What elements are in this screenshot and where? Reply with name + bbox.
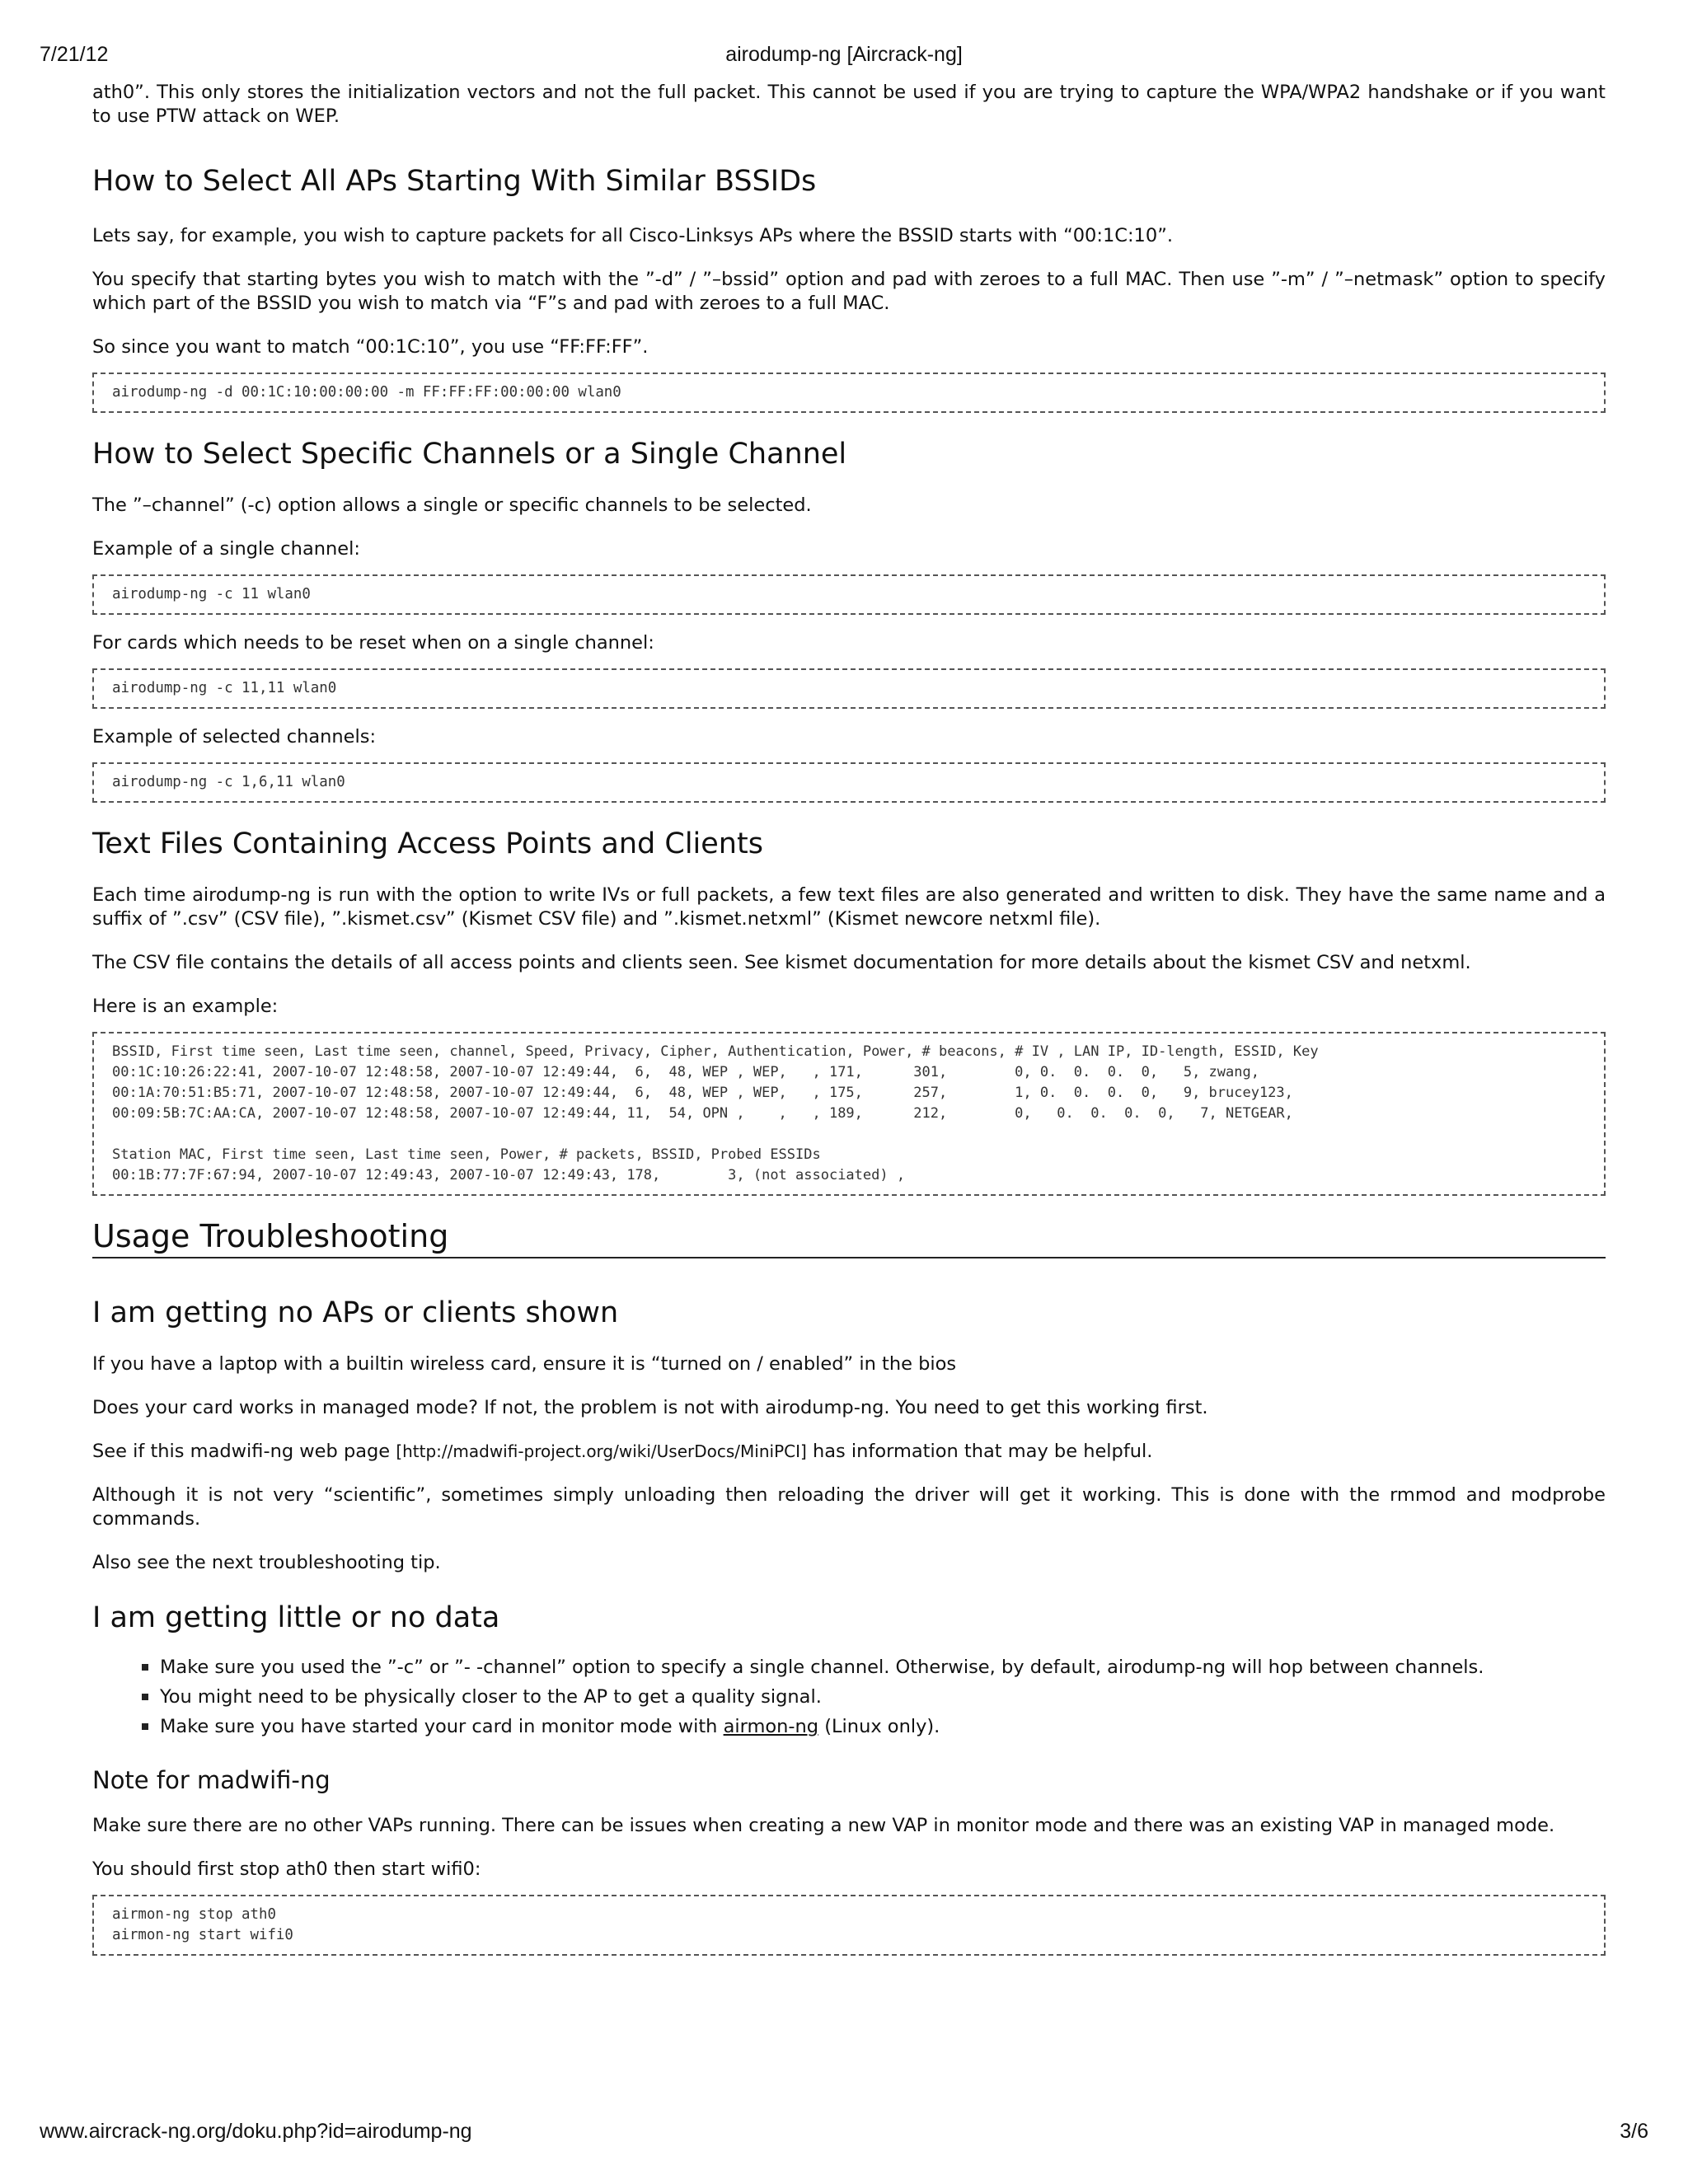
list-item: Make sure you used the ”-c” or ”- -channel” option to specify a single channel. Otherwise, by default, airodump-ng will hop between channels. (160, 1652, 1606, 1682)
intro-paragraph: ath0”. This only stores the initialization vectors and not the full packet. This cannot be used if you are trying to capture the WPA/WPA2 handshake or if you want to use PTW attack on WEP. (92, 82, 1606, 127)
heading-no-aps: I am getting no APs or clients shown (92, 1296, 619, 1329)
code-block-single-channel: airodump-ng -c 11 wlan0 (92, 574, 1606, 615)
list-item (160, 1712, 1606, 1741)
textfiles-paragraph-2: The CSV file contains the details of all access points and clients seen. See kismet documentation for more details about the kismet CSV and netxml. (92, 952, 1471, 973)
heading-text-files: Text Files Containing Access Points and Clients (92, 827, 763, 860)
heading-select-channels: How to Select Specific Channels or a Single Channel (92, 438, 847, 471)
code-block-bssid: airodump-ng -d 00:1C:10:00:00:00 -m FF:FF:FF:00:00:00 wlan0 (92, 373, 1606, 413)
channel-paragraph-3: For cards which needs to be reset when on a single channel: (92, 632, 654, 654)
no-aps-paragraph-1: If you have a laptop with a builtin wireless card, ensure it is “turned on / enabled” in the bios (92, 1353, 957, 1375)
print-header (40, 43, 1648, 69)
print-title: airodump-ng [Aircrack-ng] (725, 43, 963, 66)
print-date: 7/21/12 (40, 43, 109, 66)
textfiles-paragraph-3: Here is an example: (92, 996, 279, 1017)
heading-select-bssids: How to Select All APs Starting With Similar BSSIDs (92, 165, 817, 198)
list-item: You might need to be physically closer to the AP to get a quality signal. (160, 1682, 1606, 1712)
channel-paragraph-2: Example of a single channel: (92, 538, 360, 560)
heading-madwifi-note: Note for madwifi-ng (92, 1766, 331, 1794)
code-block-selected-channels: airodump-ng -c 1,6,11 wlan0 (92, 762, 1606, 803)
code-block-airmon: airmon-ng stop ath0 airmon-ng start wifi0 (92, 1895, 1606, 1956)
channel-paragraph-4: Example of selected channels: (92, 726, 377, 748)
bssid-paragraph-3: So since you want to match “00:1C:10”, you use “FF:FF:FF”. (92, 336, 649, 358)
no-aps-paragraph-2: Does your card works in managed mode? If not, the problem is not with airodump-ng. You need to get this working first. (92, 1397, 1208, 1418)
textfiles-paragraph-1: Each time airodump-ng is run with the option to write IVs or full packets, a few text files are also generated and written to disk. They have the same name and a suffix of ”.csv” (CSV file), ”.kismet.csv” (Kismet CSV file) and ”.kismet.netxml” (Kismet newcore netxml file). (92, 884, 1606, 930)
airmon-ng-link[interactable]: airmon-ng (723, 1716, 819, 1737)
page-number: 3/6 (1620, 2120, 1648, 2143)
bullet3-before: Make sure you have started your card in monitor mode with (160, 1716, 724, 1737)
no-aps-paragraph-3 (92, 1440, 1606, 1464)
bssid-paragraph-2: You specify that starting bytes you wish to match with the ”-d” / ”–bssid” option and pad with zeroes to a full MAC. Then use ”-m” / ”–netmask” option to specify which part of the BSSID you wish to match via “F”s and pad with zeroes to a full MAC. (92, 269, 1606, 314)
no-aps-paragraph-5: Also see the next troubleshooting tip. (92, 1552, 441, 1573)
print-url: www.aircrack-ng.org/doku.php?id=airodump-ng (40, 2120, 472, 2143)
no-aps-p3-after: has information that may be helpful. (806, 1441, 1153, 1462)
page-content (92, 81, 1606, 1956)
heading-little-data: I am getting little or no data (92, 1601, 500, 1634)
little-data-list (92, 1652, 1606, 1741)
bssid-paragraph-1: Lets say, for example, you wish to capture packets for all Cisco-Linksys APs where the BSSID starts with “00:1C:10”. (92, 225, 1173, 246)
madwifi-paragraph-1: Make sure there are no other VAPs running. There can be issues when creating a new VAP in monitor mode and there was an existing VAP in managed mode. (92, 1815, 1555, 1836)
no-aps-paragraph-4: Although it is not very “scientific”, sometimes simply unloading then reloading the driver will get it working. This is done with the rmmod and modprobe commands. (92, 1484, 1606, 1530)
channel-paragraph-1: The ”–channel” (-c) option allows a single or specific channels to be selected. (92, 494, 812, 516)
heading-usage-troubleshooting: Usage Troubleshooting (92, 1217, 1606, 1258)
bullet3-after: (Linux only). (818, 1716, 940, 1737)
no-aps-p3-before: See if this madwifi-ng web page (92, 1441, 396, 1462)
madwifi-url-link[interactable]: [http://madwifi-project.org/wiki/UserDocs/MiniPCI] (396, 1441, 807, 1461)
code-block-csv-example: BSSID, First time seen, Last time seen, channel, Speed, Privacy, Cipher, Authentication, Power, # beacons, # IV , LAN IP, ID-length, ESSID, Key 00:1C:10:26:22:41, 2007-10-07 12:48:58, 2007-10-07 12:49:44, 6, 48, WEP , WEP, , 171, 301, 0, 0. 0. 0. 0, 5, zwang, 00:1A:70:51:B5:71, 2007-10-07 12:48:58, 2007-10-07 12:49:44, 6, 48, WEP , WEP, , 175, 257, 1, 0. 0. 0. 0, 9, brucey123, 00:09:5B:7C:AA:CA, 2007-10-07 12:48:58, 2007-10-07 12:49:44, 11, 54, OPN , , , 189, 212, 0, 0. 0. 0. 0, 7, NETGEAR, Station MAC, First time seen, Last time seen, Power, # packets, BSSID, Probed ESSIDs 00:1B:77:7F:67:94, 2007-10-07 12:49:43, 2007-10-07 12:49:43, 178, 3, (not associated) , (92, 1032, 1606, 1196)
print-footer (40, 2120, 1648, 2146)
code-block-reset-channel: airodump-ng -c 11,11 wlan0 (92, 668, 1606, 709)
madwifi-paragraph-2: You should first stop ath0 then start wifi0: (92, 1858, 481, 1880)
